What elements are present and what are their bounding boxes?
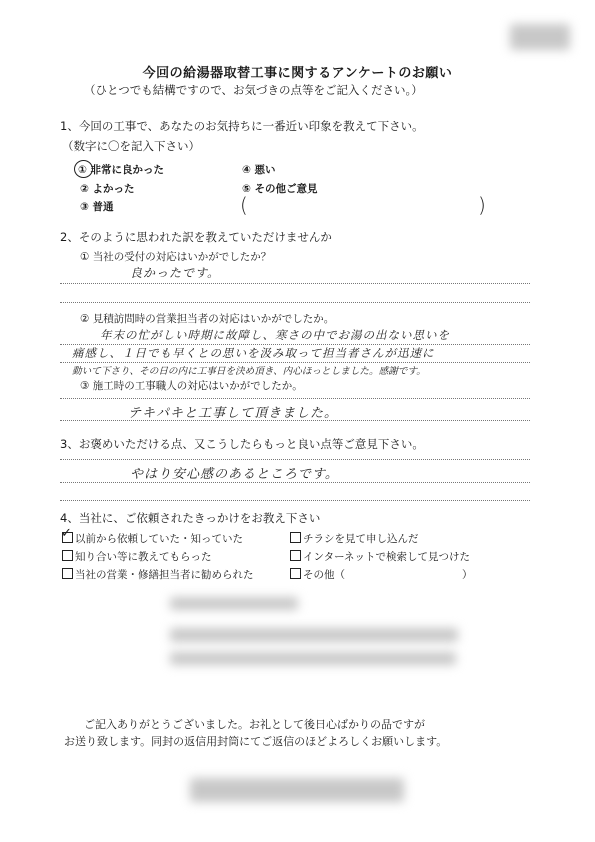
survey-subtitle: （ひとつでも結構ですので、お気づきの点等をご記入ください。）	[84, 83, 423, 97]
redacted-company-name	[190, 778, 404, 802]
checkbox[interactable]	[290, 532, 301, 543]
answer-line	[60, 398, 530, 399]
q1-option-3[interactable]: ③ 普通	[80, 201, 114, 213]
q4-other-close-paren: ）	[462, 569, 473, 581]
checkbox[interactable]	[290, 550, 301, 561]
q2-answer1[interactable]: 良かったです。	[130, 266, 221, 280]
redacted-block	[170, 628, 458, 642]
q4-option-1-label: 以前から依頼していた・知っていた	[75, 533, 243, 545]
q2-answer2-line3[interactable]: 動いて下さり、その日の内に工事日を決め頂き、内心ほっとしました。感謝です。	[72, 366, 426, 377]
checkbox[interactable]	[61, 526, 73, 543]
q1-option-4[interactable]: ④ 悪い	[242, 164, 276, 176]
q1-option-1[interactable]: ① 非常に良かった	[78, 164, 165, 176]
q2-question: 2、そのように思われた訳を教えていただけませんか	[60, 230, 332, 244]
checkbox[interactable]	[62, 550, 73, 561]
footer-line-2: お送り致します。同封の返信用封筒にてご返信のほどよろしくお願いします。	[64, 735, 448, 748]
q4-option-5[interactable]	[290, 549, 470, 564]
q2-sub2: ② 見積訪問時の営業担当者の対応はいかがでしたか。	[80, 313, 335, 325]
answer-line	[60, 283, 530, 284]
q1-option-5[interactable]: ⑤ その他ご意見	[242, 183, 318, 195]
q4-option-2[interactable]	[62, 549, 212, 564]
q1-option-2[interactable]: ② よかった	[80, 183, 135, 195]
q4-option-1[interactable]	[61, 526, 243, 546]
checkmark-icon: ✓	[61, 526, 72, 541]
q4-option-4[interactable]	[290, 531, 419, 546]
checkbox[interactable]	[290, 568, 301, 579]
q3-question: 3、お褒めいただける点、又こうしたらもっと良い点等ご意見下さい。	[60, 437, 424, 451]
answer-line	[60, 420, 530, 421]
q2-sub1: ① 当社の受付の対応はいかがでしたか？	[80, 251, 272, 263]
q4-question: 4、当社に、ご依頼されたきっかけをお教え下さい	[60, 511, 321, 525]
redacted-block	[170, 597, 298, 610]
q1-instruction: （数字に〇を記入下さい）	[62, 139, 200, 153]
q4-option-3-label: 当社の営業・修繕担当者に勧められた	[75, 569, 254, 581]
answer-line	[60, 500, 530, 501]
q4-option-2-label: 知り合い等に教えてもらった	[75, 551, 212, 563]
q2-sub3: ③ 施工時の工事職人の対応はいかがでしたか。	[80, 380, 303, 392]
answer-line	[60, 482, 530, 483]
q2-answer2-line1[interactable]: 年末の忙がしい時期に故障し、寒さの中でお湯の出ない思いを	[100, 328, 450, 342]
q1-other-close-paren: )	[478, 193, 486, 217]
q4-option-3[interactable]	[62, 567, 254, 582]
answer-line	[60, 302, 530, 303]
survey-title: 今回の給湯器取替工事に関するアンケートのお願い	[142, 66, 453, 81]
redacted-block	[170, 652, 456, 665]
checkbox[interactable]	[62, 568, 73, 579]
q4-option-5-label: インターネットで検索して見つけた	[303, 551, 471, 563]
q4-option-4-label: チラシを見て申し込んだ	[303, 533, 419, 545]
q4-option-6[interactable]	[290, 567, 345, 582]
q3-answer[interactable]: やはり安心感のあるところです。	[130, 467, 339, 482]
q1-other-open-paren: (	[240, 193, 248, 217]
q1-question: 1、今回の工事で、あなたのお気持ちに一番近い印象を教えて下さい。	[60, 119, 424, 133]
redacted-stamp	[510, 24, 570, 50]
footer-line-1: ご記入ありがとうございました。お礼として後日心ばかりの品ですが	[84, 718, 425, 731]
q2-answer2-line2[interactable]: 痛感し、１日でも早くとの思いを汲み取って担当者さんが迅速に	[72, 346, 435, 360]
answer-line	[60, 459, 530, 460]
q2-answer3[interactable]: テキパキと工事して頂きました。	[128, 406, 339, 421]
q4-option-6-label: その他（	[303, 569, 345, 581]
